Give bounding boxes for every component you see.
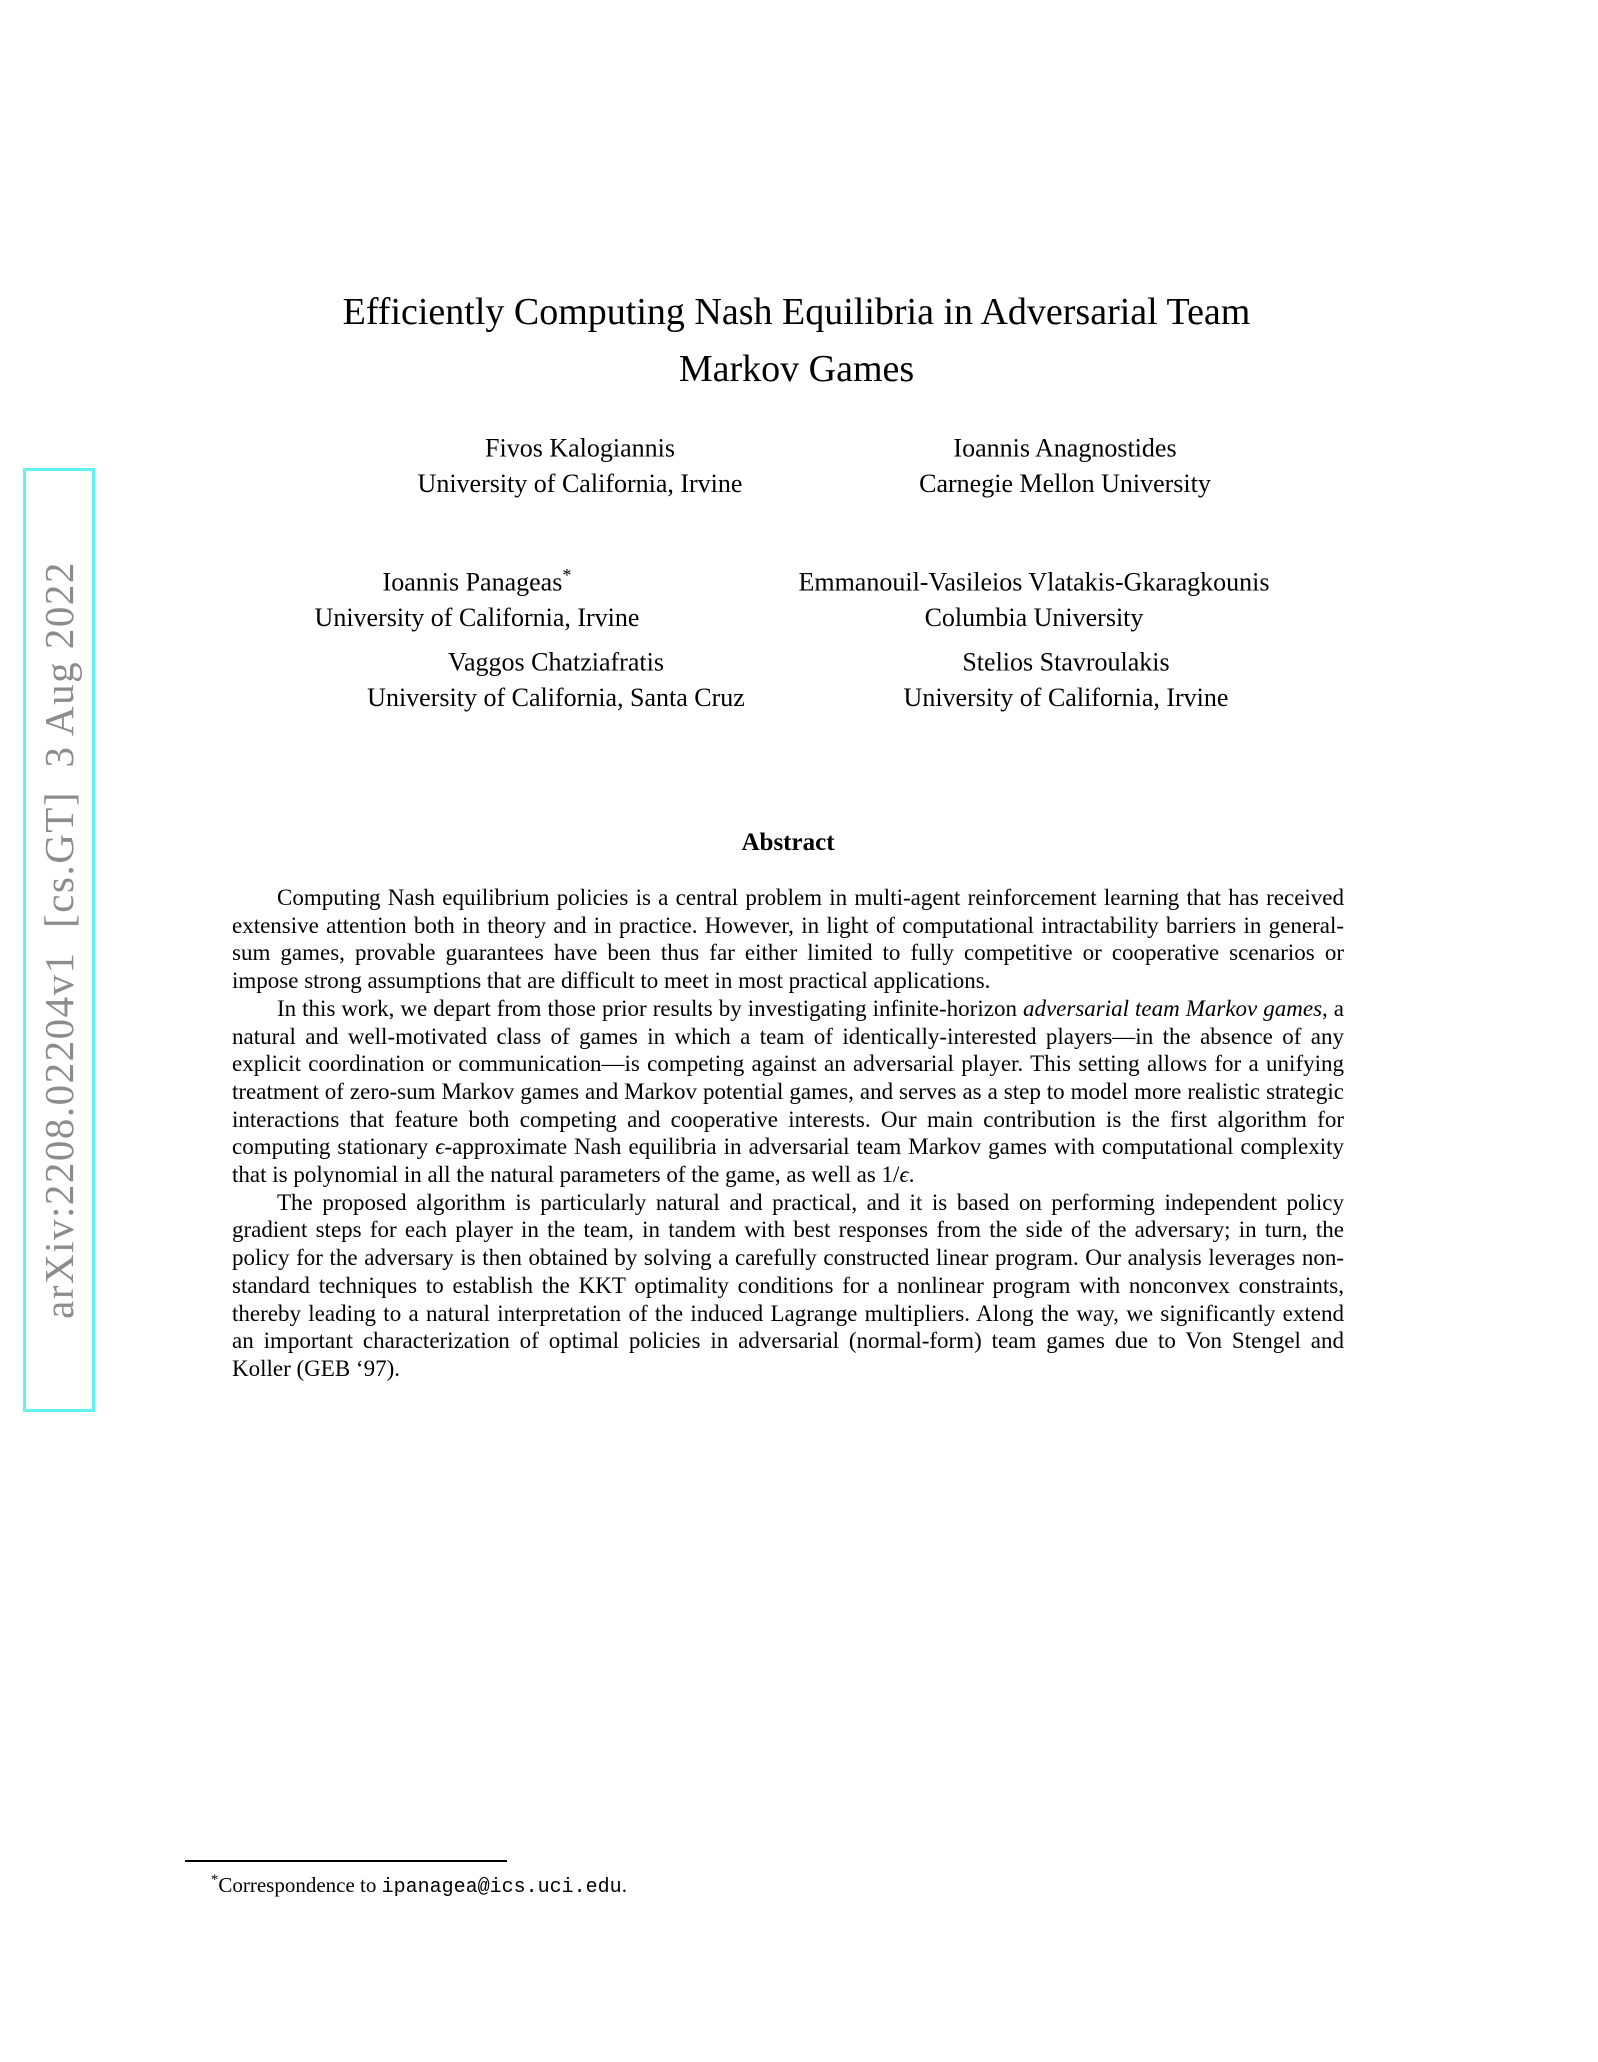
author-block-6 <box>904 638 1229 715</box>
author-name-text: Fivos Kalogiannis <box>485 433 675 463</box>
author-name-text: Ioannis Panageas <box>382 567 563 597</box>
author-name <box>798 558 1269 600</box>
correspondence-footnote <box>185 1872 1380 1899</box>
abstract-body <box>232 884 1344 1383</box>
author-name <box>367 638 745 680</box>
footnote-suffix: . <box>621 1873 627 1897</box>
footnote-rule <box>185 1860 507 1862</box>
arxiv-watermark-box <box>23 468 95 1412</box>
author-affiliation: University of California, Santa Cruz <box>367 682 745 712</box>
abstract-heading: Abstract <box>741 829 835 856</box>
author-name-text: Emmanouil-Vasileios Vlatakis-Gkaragkounis <box>798 567 1270 597</box>
author-block-5 <box>367 638 745 715</box>
author-affiliation: Carnegie Mellon University <box>919 468 1211 498</box>
author-name-text: Ioannis Anagnostides <box>953 433 1177 463</box>
abstract-paragraph-3: The proposed algorithm is particularly natural and practical, and it is based on performing independent policy gradient steps for each player in the team, in tandem with best responses from the side of the adversary; in turn, the policy for the adversary is then obtained by solving a carefully constructed linear program. Our analysis leverages non-standard techniques to establish the KKT optimality conditions for a nonlinear program with nonconvex constraints, thereby leading to a natural interpretation of the induced Lagrange multipliers. Along the way, we significantly extend an important characterization of optimal policies in adversarial (normal-form) team games due to Von Stengel and Koller (GEB ‘97). <box>232 1189 1344 1381</box>
paper-title <box>199 284 1394 398</box>
paper-title-line1: Efficiently Computing Nash Equilibria in Adversarial Team <box>342 291 1251 333</box>
author-affiliation: University of California, Irvine <box>314 602 640 632</box>
author-name-text: Stelios Stavroulakis <box>962 647 1170 677</box>
footnote-text: Correspondence to <box>218 1873 382 1897</box>
author-affiliation: Columbia University <box>924 602 1144 632</box>
author-name-text: Vaggos Chatziafratis <box>448 647 664 677</box>
paper-title-line2: Markov Games <box>678 348 915 390</box>
footnote-marker: * <box>211 1872 219 1888</box>
author-footnote-marker: * <box>562 565 572 585</box>
author-block-3 <box>315 558 640 635</box>
author-block-4 <box>798 558 1269 635</box>
abstract-paragraph-2: In this work, we depart from those prior results by investigating infinite-horizon adversarial team Markov games, a natural and well-motivated class of games in which a team of identically-interested players—in the absence of any explicit coordination or communication—is competing against an adversarial player. This setting allows for a unifying treatment of zero-sum Markov games and Markov potential games, and serves as a step to model more realistic strategic interactions that feature both competing and cooperative interests. Our main contribution is the first algorithm for computing stationary ϵ-approximate Nash equilibria in adversarial team Markov games with computational complexity that is polynomial in all the natural parameters of the game, as well as 1/ϵ. <box>232 995 1344 1188</box>
author-name <box>919 424 1211 466</box>
author-block-1 <box>418 424 743 501</box>
author-affiliation: University of California, Irvine <box>903 682 1229 712</box>
author-name <box>315 558 640 600</box>
author-name <box>904 638 1229 680</box>
abstract-paragraph-1: Computing Nash equilibrium policies is a central problem in multi-agent reinforcement learning that has received extensive attention both in theory and in practice. However, in light of computational intractability barriers in general-sum games, provable guarantees have been thus far either limited to fully competitive or cooperative scenarios or impose strong assumptions that are difficult to meet in most practical applications. <box>232 885 1344 994</box>
author-block-2 <box>919 424 1211 501</box>
arxiv-watermark-text: arXiv:2208.02204v1 [cs.GT] 3 Aug 2022 <box>36 561 82 1319</box>
footnote-email: ipanagea@ics.uci.edu <box>381 1876 622 1899</box>
author-name <box>418 424 743 466</box>
author-affiliation: University of California, Irvine <box>417 468 743 498</box>
